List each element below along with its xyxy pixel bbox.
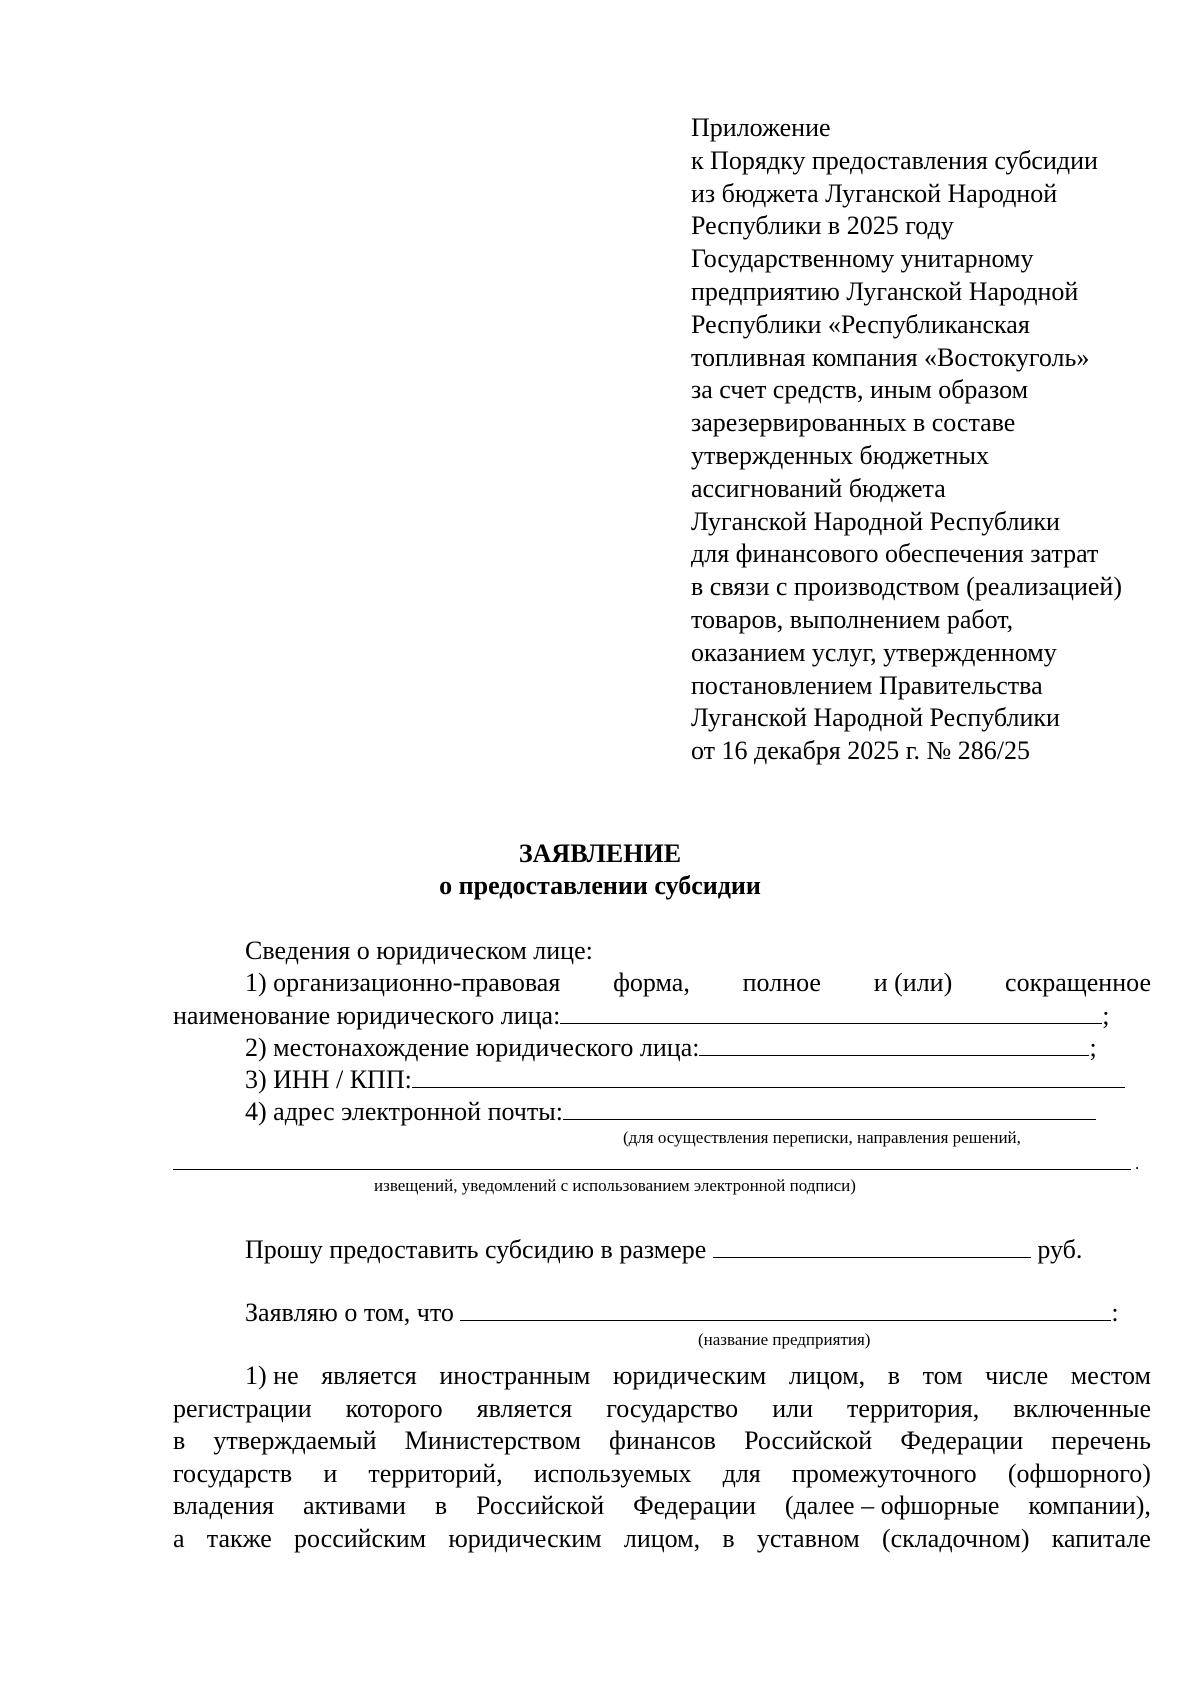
info-item-1-first-line [245, 967, 1151, 999]
paragraph-1-line [173, 1490, 1151, 1522]
paragraph-1-line [173, 1393, 1151, 1425]
info-item-1-word: и (или) [873, 968, 953, 997]
appendix-line: Луганской Народной Республики [691, 506, 1060, 536]
paragraph-1-word: финансов [609, 1426, 716, 1455]
paragraph-1-word: (складочном) [881, 1524, 1030, 1553]
subsidy-request-label: Прошу предоставить субсидию в размере [245, 1235, 707, 1264]
paragraph-1-line [173, 1458, 1151, 1490]
paragraph-1-word: которого [345, 1394, 443, 1423]
subsidy-request-line [245, 1233, 1151, 1265]
paragraph-1-word: Федерации [633, 1491, 756, 1520]
info-item-1-word: сокращенное [1005, 968, 1151, 997]
paragraph-1-word: а [173, 1524, 185, 1553]
paragraph-1-word: используемых [533, 1459, 692, 1488]
appendix-line: постановлением Правительства [691, 670, 1043, 700]
paragraph-1-word: в [887, 1361, 900, 1390]
paragraph-1-line [173, 1523, 1151, 1555]
paragraph-1-word: территорий, [368, 1459, 503, 1488]
paragraph-1-word: в [173, 1426, 186, 1455]
email-note-line-1: (для осуществления переписки, направления решений, [623, 1128, 1021, 1147]
enterprise-name-field[interactable] [460, 1296, 1111, 1321]
appendix-line: утвержденных бюджетных [691, 440, 990, 470]
appendix-line: Республики в 2025 году [691, 211, 954, 241]
paragraph-1-word: Российской [476, 1491, 605, 1520]
paragraph-1-word: юридическим [448, 1524, 602, 1553]
legal-name-field[interactable] [560, 999, 1102, 1024]
paragraph-1-word: в [434, 1491, 448, 1520]
paragraph-1-word: капитале [1051, 1524, 1151, 1553]
paragraph-1-word: является [476, 1394, 573, 1423]
info-heading: Сведения о юридическом лице: [245, 936, 593, 965]
paragraph-1-word: в [722, 1524, 735, 1553]
paragraph-1-word: Федерации [900, 1426, 1024, 1455]
paragraph-1-word: иностранным [439, 1361, 591, 1390]
declaration-label: Заявляю о том, что [245, 1298, 454, 1327]
appendix-line: Приложение [691, 113, 831, 142]
info-item-3-label: 3) ИНН / КПП: [245, 1065, 412, 1094]
paragraph-1-word: уставном [756, 1524, 860, 1553]
appendix-line: для финансового обеспечения затрат [691, 539, 1099, 569]
info-item-4-line [245, 1095, 1151, 1127]
appendix-line: товаров, выполнением работ, [691, 604, 1014, 634]
appendix-line: Республики «Республиканская [691, 309, 1030, 339]
paragraph-1-word: том [922, 1361, 963, 1390]
paragraph-1-word: активами [302, 1491, 406, 1520]
paragraph-1-word: 1) не [245, 1361, 299, 1390]
paragraph-1-line [173, 1425, 1151, 1457]
period-mark: . [1135, 1154, 1140, 1173]
info-item-1-word: 1) организационно-правовая [245, 968, 561, 997]
paragraph-1-word: (далее – офшорные [784, 1491, 1000, 1520]
paragraph-1-word: местом [1070, 1361, 1151, 1390]
declaration-line [245, 1296, 1151, 1328]
paragraph-1-word: перечень [1051, 1426, 1151, 1455]
semicolon: ; [1089, 1033, 1097, 1062]
appendix-line: Государственному унитарному [691, 244, 1034, 274]
paragraph-1-word: территория, [847, 1394, 980, 1423]
paragraph-1-word: юридическим [612, 1361, 767, 1390]
info-item-4-label: 4) адрес электронной почты: [245, 1097, 563, 1126]
appendix-line: в связи с производством (реализацией) [691, 572, 1122, 602]
paragraph-1-word: промежуточного [791, 1459, 977, 1488]
semicolon: ; [1102, 1001, 1110, 1030]
info-item-2-label: 2) местонахождение юридического лица: [245, 1033, 700, 1062]
paragraph-1-word: утверждаемый [213, 1426, 377, 1455]
appendix-line: зарезервированных в составе [691, 408, 1016, 438]
appendix-line: Луганской Народной Республики [691, 703, 1060, 733]
colon: : [1111, 1298, 1119, 1327]
info-item-1-second-line [173, 999, 1151, 1031]
paragraph-1-line [245, 1360, 1151, 1392]
paragraph-1-word: российским [294, 1524, 427, 1553]
paragraph-1-word: лицом, [623, 1524, 701, 1553]
info-item-1-word: форма, [613, 968, 690, 997]
email-field[interactable] [563, 1095, 1096, 1120]
info-item-1-label: наименование юридического лица: [173, 1001, 561, 1030]
document-title [0, 838, 1200, 902]
info-item-2-line [245, 1031, 1151, 1063]
paragraph-1-word: числе [985, 1361, 1049, 1390]
title-subtitle: о предоставлении субсидии [439, 871, 761, 900]
paragraph-1-word: является [321, 1361, 417, 1390]
title-main: ЗАЯВЛЕНИЕ [518, 839, 682, 868]
paragraph-1-word: Российской [744, 1426, 873, 1455]
appendix-line: от 16 декабря 2025 г. № 286/25 [691, 736, 1031, 766]
paragraph-1-word: государство [606, 1394, 739, 1423]
subsidy-amount-field[interactable] [713, 1233, 1031, 1258]
paragraph-1-word: для [722, 1459, 761, 1488]
currency-unit: руб. [1037, 1235, 1083, 1264]
appendix-line: оказанием услуг, утвержденному [691, 637, 1057, 667]
appendix-block [691, 112, 1191, 768]
paragraph-1-word: или [772, 1394, 813, 1423]
paragraph-1-word: Министерством [404, 1426, 581, 1455]
info-item-3-line [245, 1063, 1151, 1095]
appendix-line: предприятию Луганской Народной [691, 276, 1079, 306]
appendix-line: топливная компания «Востокуголь» [691, 342, 1090, 372]
email-note-line-2: извещений, уведомлений с использованием электронной подписи) [374, 1176, 856, 1195]
paragraph-1-word: компании), [1028, 1491, 1151, 1520]
paragraph-1-word: и [323, 1459, 338, 1488]
paragraph-1-word: владения [173, 1491, 275, 1520]
paragraph-1-word: (офшорного) [1007, 1459, 1151, 1488]
paragraph-1-word: государств [173, 1459, 293, 1488]
paragraph-1-word: также [206, 1524, 272, 1553]
enterprise-name-caption: (название предприятия) [698, 1330, 871, 1349]
paragraph-1-word: регистрации [173, 1394, 312, 1423]
appendix-line: к Порядку предоставления субсидии [691, 145, 1098, 175]
email-note-rule[interactable] [173, 1169, 1131, 1170]
appendix-line: из бюджета Луганской Народной [691, 178, 1058, 208]
inn-kpp-field[interactable] [412, 1063, 1125, 1088]
location-field[interactable] [699, 1031, 1089, 1056]
info-item-1-word: полное [742, 968, 821, 997]
appendix-line: за счет средств, иным образом [691, 375, 1029, 405]
appendix-line: ассигнований бюджета [691, 473, 946, 503]
paragraph-1-word: включенные [1013, 1394, 1151, 1423]
paragraph-1-word: лицом, [788, 1361, 866, 1390]
